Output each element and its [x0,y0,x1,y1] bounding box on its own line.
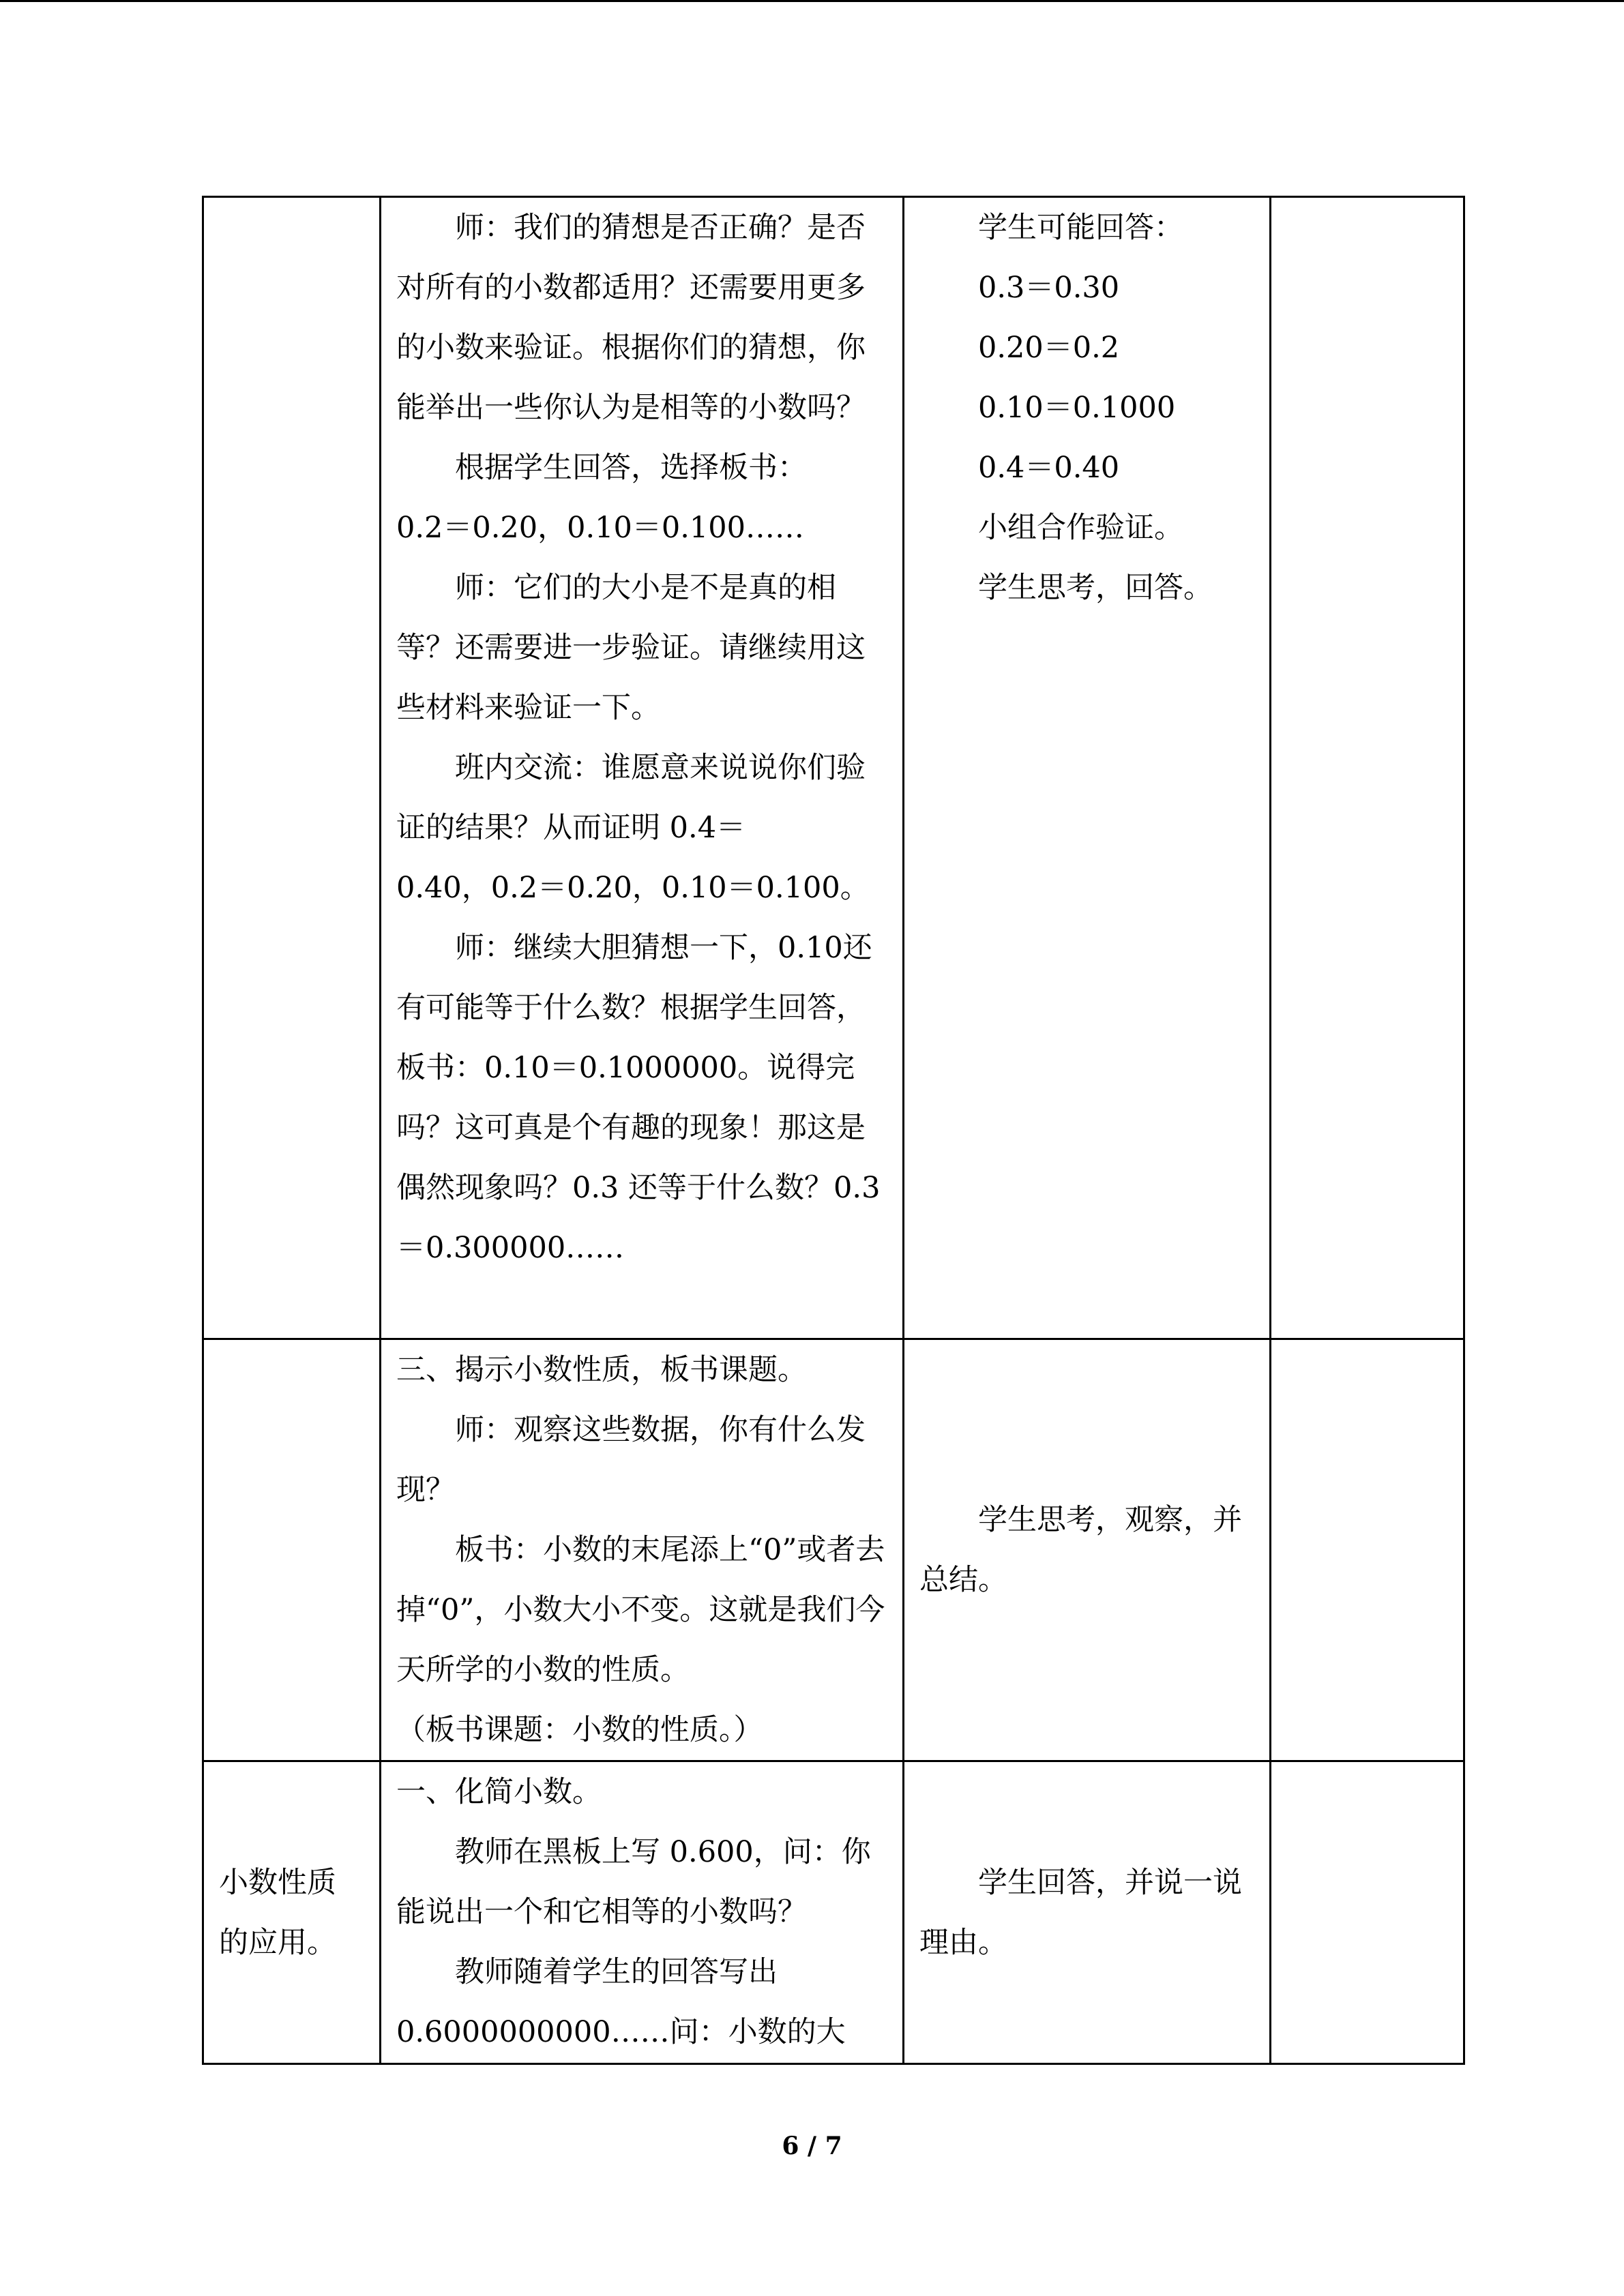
teacher-paragraph: 0.40，0.2＝0.20，0.10＝0.100。 [396,871,870,905]
teacher-paragraph: 板书：小数的末尾添上“0”或者去掉“0”，小数大小不变。这就是我们今天所学的小数的性质。 [396,1533,885,1687]
page-number: 6 / 7 [782,2132,842,2160]
teacher-paragraph: （板书课题：小数的性质。） [396,1713,763,1747]
teacher-activity-cell [381,197,904,1339]
student-activity-cell [904,197,1271,1339]
student-activity-cell [904,1761,1271,2064]
teacher-activity-cell [381,1339,904,1761]
notes-cell [1271,1761,1464,2064]
student-text: 学生回答，并说一说理由。 [919,1865,1242,1960]
teacher-paragraph: 0.6000000000……问：小数的大 [396,2015,846,2049]
teacher-paragraph: 一、化简小数。 [396,1775,602,1809]
student-line: 0.20＝0.2 [978,331,1120,365]
top-border-rule [0,0,1624,2]
student-activity-cell [904,1339,1271,1761]
teacher-paragraph: 师：观察这些数据，你有什么发现？ [396,1413,866,1507]
table-row [203,1339,1464,1761]
teacher-paragraph: 师：它们的大小是不是真的相等？还需要进一步验证。请继续用这些材料来验证一下。 [396,571,866,725]
teacher-paragraph: 教师随着学生的回答写出 [455,1955,778,1989]
table-row [203,197,1464,1339]
teacher-paragraph: 教师在黑板上写 0.600，问：你能说出一个和它相等的小数吗？ [396,1835,871,1929]
teacher-paragraph: 师：继续大胆猜想一下，0.10还有可能等于什么数？根据学生回答，板书：0.10＝0.1000000。说得完吗？这可真是个有趣的现象！那这是偶然现象吗？0.3 还等于什么数？0.3＝0.300000…… [396,931,881,1265]
teacher-paragraph: 师：我们的猜想是否正确？是否对所有的小数都适用？还需要用更多的小数来验证。根据你们的猜想，你能举出一些你认为是相等的小数吗？ [396,211,866,425]
stage-label: 小数性质的应用。 [219,1865,336,1960]
notes-cell [1271,197,1464,1339]
lesson-plan-table [202,196,1465,2065]
student-line: 0.3＝0.30 [978,271,1120,305]
student-text: 学生思考，观察，并总结。 [919,1503,1242,1597]
notes-cell [1271,1339,1464,1761]
student-line: 学生可能回答： [978,211,1183,245]
student-line: 0.10＝0.1000 [978,391,1176,425]
stage-cell [203,1761,381,2064]
teacher-paragraph: 三、揭示小数性质，板书课题。 [396,1353,807,1387]
student-line: 学生思考，回答。 [978,571,1213,605]
stage-cell [203,197,381,1339]
student-line: 0.4＝0.40 [978,451,1120,485]
table-row [203,1761,1464,2064]
teacher-activity-cell [381,1761,904,2064]
student-line: 小组合作验证。 [978,511,1183,545]
teacher-paragraph: 根据学生回答，选择板书： [455,451,807,485]
teacher-paragraph: 0.2＝0.20，0.10＝0.100…… [396,511,804,545]
teacher-paragraph: 班内交流：谁愿意来说说你们验证的结果？从而证明 0.4＝ [396,751,866,845]
stage-cell [203,1339,381,1761]
